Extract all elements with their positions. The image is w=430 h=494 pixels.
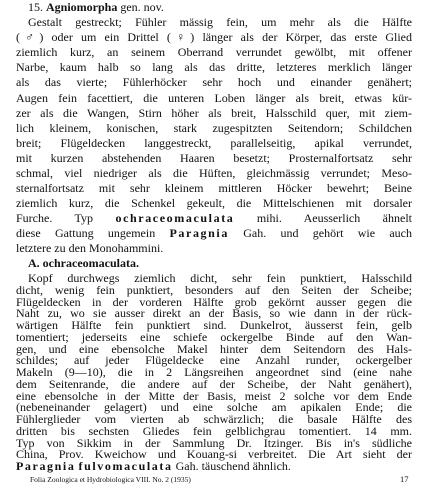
species-desc-line: Fühlerglieder vom vierten ab schwärzlich; die basale Hälfte des bbox=[16, 412, 412, 426]
species-desc-line: Naht zu, wo sie ausser direkt an der Basis, so wie dann in der rück- bbox=[16, 306, 412, 321]
species-desc-line: Kopf durchwegs ziemlich dicht, sehr fein punktiert, Halsschild bbox=[28, 271, 412, 285]
genus-number: 15. bbox=[28, 0, 43, 14]
genus-desc-line: schmal, viel niedriger als die Hüften, gleichmässig verrundet; Meso- bbox=[16, 166, 412, 180]
species-desc-line: tomentiert; jederseits eine schiefe ockergelbe Binde auf den Wan- bbox=[16, 329, 412, 344]
genus-reference: Paragnia bbox=[169, 226, 229, 240]
species-desc-line: (nebeneinander gelagert) und eine solche am apikalen Ende; die bbox=[16, 400, 412, 415]
genus-desc-line: Gestalt gestreckt; Fühler mässig fein, um mehr als die Hälfte bbox=[28, 15, 412, 29]
text-run: letztere zu den Monohammini. bbox=[16, 241, 164, 255]
genus-desc-line: zer als die Wangen, Stirn höher als breit, Halsschild quer, mit ziem- bbox=[16, 105, 412, 120]
species-desc-line: wärtigen Hälfte fein punktiert sind. Dunkelrot, äusserst fein, gelb bbox=[16, 318, 412, 332]
genus-desc-line: sternalfortsatz mit sehr kleinem mittleren Höcker bewehrt; Beine bbox=[16, 181, 412, 196]
species-desc-line: China, Prov. Kweichow und Kouang-si verbreitet. Die Art sieht der bbox=[16, 447, 412, 462]
genus-desc-line: breit; Flügeldecken langgestreckt, parallelseitig, apikal verrundet, bbox=[16, 135, 412, 150]
species-desc-line: dritten bis sechsten Gliedes fein gelblichgrau tomentiert. 14 mm. bbox=[16, 423, 412, 438]
genus-heading bbox=[28, 0, 424, 15]
species-desc-line: Makeln (9—10), die in 2 Längsreihen angeordnet sind (eine nahe bbox=[16, 365, 412, 379]
text-run: Furche. Typ bbox=[16, 211, 94, 225]
genus-desc-line: Narbe, kaum halb so lang als das dritte, letzteres merklich länger bbox=[16, 60, 412, 75]
species-desc-line: Flügeldecken in der vorderen Hälfte grob gekörnt ausser gegen die bbox=[16, 294, 412, 309]
genus-desc-line: ziemlich kurz, an seinem Oberrand verrundet gewölbt, mit offener bbox=[16, 45, 412, 60]
species-desc-line bbox=[16, 459, 412, 474]
journal-footer: Folia Zoologica et Hydrobiologica VIII. No. 2 (1935) bbox=[30, 475, 191, 484]
text-run: diese Gattung ungemein bbox=[16, 226, 156, 240]
genus-desc-line: mit kurzen abstehenden Haaren besetzt; Prosternalfortsatz sehr bbox=[16, 150, 412, 165]
species-desc-line: schildes; auf jeder Flügeldecke eine Anzahl runder, ockergelber bbox=[16, 353, 412, 368]
genus-desc-line: als das vierte; Fühlerhöcker sehr hoch und einander genähert; bbox=[16, 75, 412, 90]
species-heading: A. ochraceomaculata. bbox=[28, 256, 139, 270]
page-number: 17 bbox=[400, 474, 409, 484]
genus-reference: Paragnia bbox=[16, 459, 76, 473]
type-species-name: ochraceomaculata bbox=[115, 211, 235, 225]
genus-suffix: gen. nov. bbox=[120, 0, 164, 14]
species-desc-line: dicht, wenig fein punktiert, besonders auf den Seiten der Scheibe; bbox=[16, 282, 412, 297]
text-run: mihi. Aeusserlich ähnelt bbox=[256, 211, 413, 225]
species-desc-line: gen, und eine ebensolche Makel hinter dem Seitendorn des Hals- bbox=[16, 341, 412, 356]
genus-desc-line bbox=[16, 241, 412, 256]
genus-desc-line bbox=[16, 226, 412, 241]
text-run: Gah. täuschend ähnlich. bbox=[175, 459, 291, 473]
species-desc-line: eine ebensolche in der Mitte der Basis, meist 2 solche vor dem Ende bbox=[16, 388, 412, 403]
genus-desc-line: lich kleinem, konischen, stark zugespitzten Seitendorn; Schildchen bbox=[16, 120, 412, 135]
genus-desc-line bbox=[16, 211, 412, 226]
species-reference: fulvomaculata bbox=[78, 459, 173, 473]
genus-desc-line: Augen fein facettiert, die unteren Loben länger als breit, etwas kür- bbox=[16, 90, 412, 105]
genus-name: Agniomorpha bbox=[46, 0, 118, 14]
genus-desc-line: ziemlich kurz, die Schenkel gekeult, die Mittelschienen mit dorsaler bbox=[16, 196, 412, 211]
species-desc-line: Typ von Sikkim in der Sammlung Dr. Itzinger. Bis in's südliche bbox=[16, 435, 412, 450]
species-desc-line: dem Seitenrande, die andere auf der Scheibe, der Naht genähert), bbox=[16, 376, 412, 391]
genus-desc-line: (♂) oder um ein Drittel (♀) länger als der Körper, das erste Glied bbox=[16, 30, 412, 45]
text-run: Gah. und gehört wie auch bbox=[243, 226, 412, 240]
